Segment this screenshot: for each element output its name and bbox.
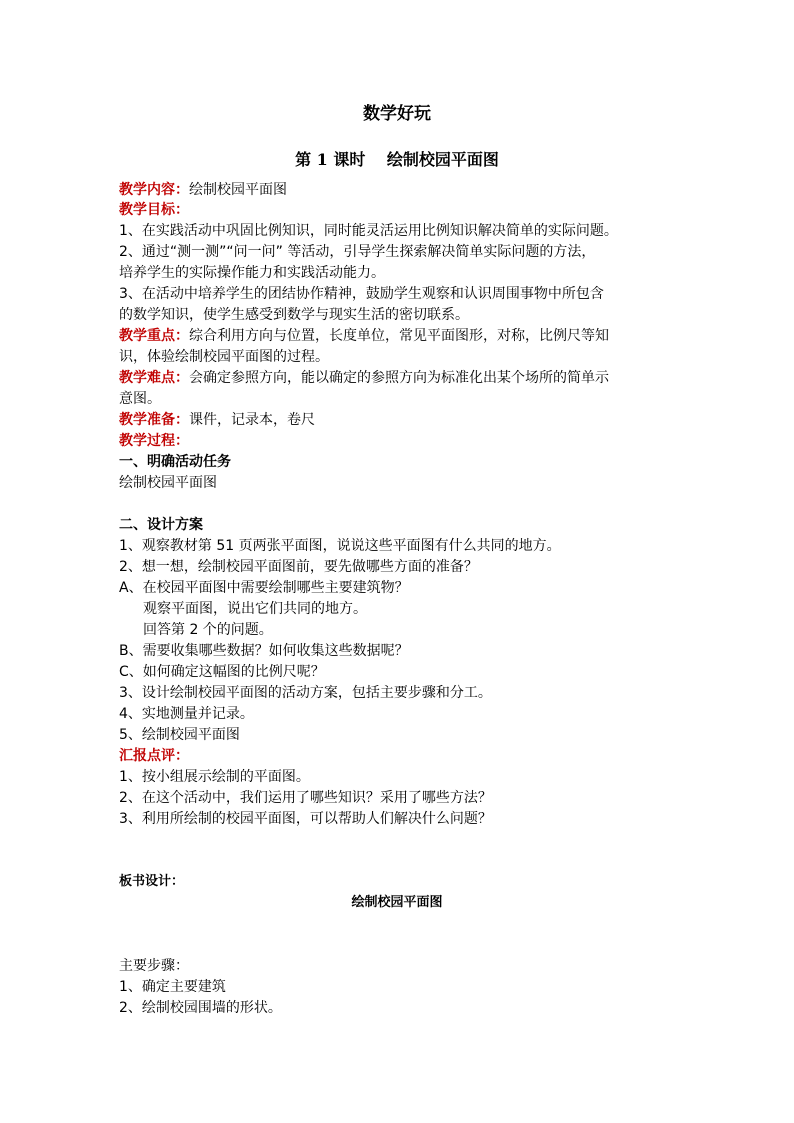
report-2: 2、在这个活动中，我们运用了哪些知识？采用了哪些方法？ xyxy=(119,790,492,806)
report-heading xyxy=(119,746,679,766)
section2-step-3: 3、设计绘制校园平面图的活动方案，包括主要步骤和分工。 xyxy=(119,685,492,701)
section2-step-a: A、在校园平面图中需要绘制哪些主要建筑物？ xyxy=(119,580,409,596)
content-line xyxy=(119,180,679,200)
section2-step-1: 1、观察教材第 51 页两张平面图，说说这些平面图有什么共同的地方。 xyxy=(119,538,561,554)
board-step-1: 1、确定主要建筑 xyxy=(119,979,226,995)
goals-label: 教学目标： xyxy=(119,202,189,218)
goal-3a: 3、在活动中培养学生的团结协作精神，鼓励学生观察和认识周围事物中所包含 xyxy=(119,286,604,302)
difficulty-label: 教学难点： xyxy=(119,370,189,386)
board-heading: 板书设计： xyxy=(119,874,185,889)
section2-step-4: 4、实地测量并记录。 xyxy=(119,706,254,722)
section2-step-5: 5、绘制校园平面图 xyxy=(119,727,240,743)
content-label: 教学内容： xyxy=(119,182,189,198)
board-title: 绘制校园平面图 xyxy=(351,895,443,910)
key-label: 教学重点： xyxy=(119,328,189,344)
document-title: 数学好玩 xyxy=(363,104,431,124)
section2-step-b: B、需要收集哪些数据？如何收集这些数据呢？ xyxy=(119,643,409,659)
key-line-1 xyxy=(119,326,679,346)
goal-1: 1、在实践活动中巩固比例知识，同时能灵活运用比例知识解决简单的实际问题。 xyxy=(119,223,618,239)
section1-heading: 一、明确活动任务 xyxy=(119,454,231,470)
goal-2b: 培养学生的实际操作能力和实践活动能力。 xyxy=(119,265,385,281)
section1-text: 绘制校园平面图 xyxy=(119,475,217,491)
prep-label: 教学准备： xyxy=(119,412,189,428)
goal-2a: 2、通过“测一测”“问一问” 等活动，引导学生探索解决简单实际问题的方法， xyxy=(119,244,596,260)
difficulty-text-1: 会确定参照方向，能以确定的参照方向为标准化出某个场所的简单示 xyxy=(189,370,609,386)
section2-step-2: 2、想一想，绘制校园平面图前，要先做哪些方面的准备？ xyxy=(119,559,478,575)
goals-heading xyxy=(119,200,679,220)
difficulty-line-1 xyxy=(119,368,679,388)
section2-step-a2: 回答第 2 个的问题。 xyxy=(143,622,273,638)
goal-3b: 的数学知识，使学生感受到数学与现实生活的密切联系。 xyxy=(119,307,469,323)
section2-heading: 二、设计方案 xyxy=(119,517,203,533)
report-3: 3、利用所绘制的校园平面图，可以帮助人们解决什么问题？ xyxy=(119,811,492,827)
board-step-2: 2、绘制校园围墙的形状。 xyxy=(119,1000,282,1016)
prep-line xyxy=(119,410,679,430)
report-label: 汇报点评： xyxy=(119,748,189,764)
prep-text: 课件，记录本，卷尺 xyxy=(189,412,315,428)
content-text: 绘制校园平面图 xyxy=(189,182,287,198)
process-heading xyxy=(119,431,679,451)
board-steps-label: 主要步骤： xyxy=(119,958,189,974)
key-text-1: 综合利用方向与位置，长度单位，常见平面图形，对称，比例尺等知 xyxy=(189,328,609,344)
key-line-2: 识，体验绘制校园平面图的过程。 xyxy=(119,349,329,365)
lesson-title: 第 1 课时 绘制校园平面图 xyxy=(295,150,499,169)
difficulty-line-2: 意图。 xyxy=(119,391,161,407)
section2-step-c: C、如何确定这幅图的比例尺呢？ xyxy=(119,664,325,680)
process-label: 教学过程： xyxy=(119,433,189,449)
section2-step-a1: 观察平面图，说出它们共同的地方。 xyxy=(143,601,367,617)
report-1: 1、按小组展示绘制的平面图。 xyxy=(119,769,310,785)
